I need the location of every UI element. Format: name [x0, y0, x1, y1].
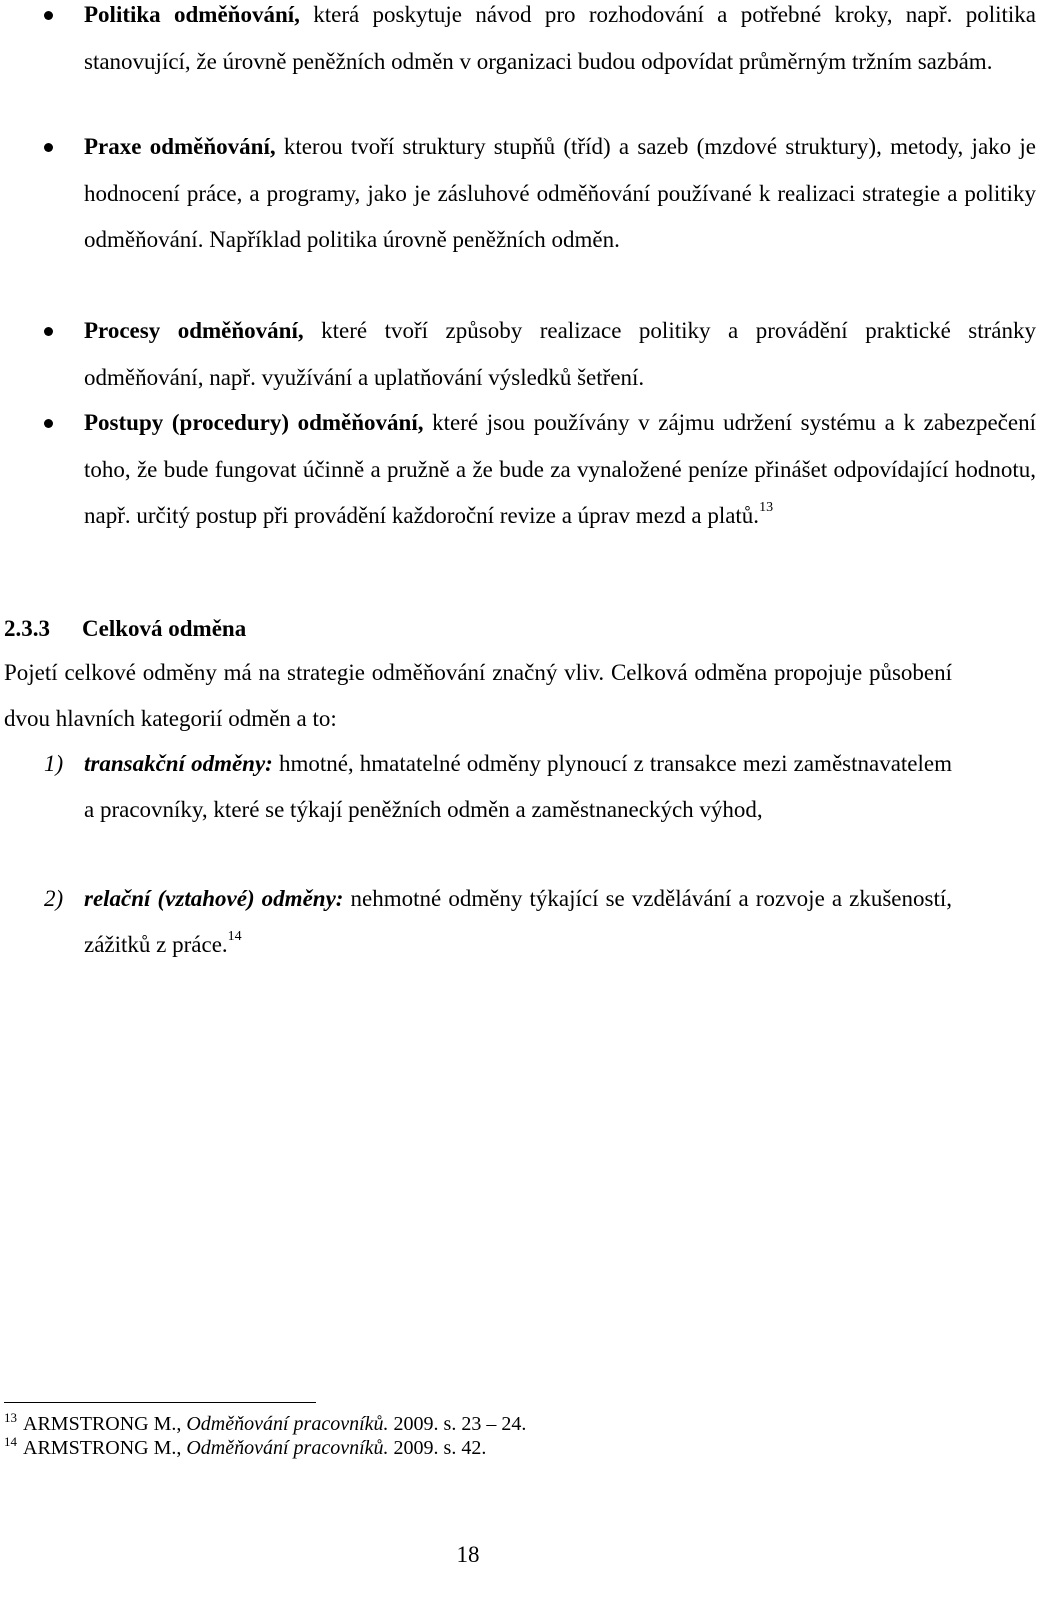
section-heading — [4, 606, 246, 652]
bullet-item-practice — [0, 124, 1044, 264]
footnote-divider — [4, 1402, 316, 1403]
bullet-dot-icon — [44, 143, 53, 152]
bullet-term: Postupy (procedury) odměňování, — [84, 410, 424, 435]
footnote-title: Odměňování pracovníků. — [186, 1437, 389, 1459]
list-marker: 2) — [44, 886, 64, 911]
footnote-number: 14 — [4, 1434, 17, 1449]
footnote-author: ARMSTRONG M., — [23, 1413, 187, 1435]
bullet-item-procedures — [0, 400, 1044, 540]
body-paragraph: Pojetí celkové odměny má na strategie odměňování značný vliv. Celková odměna propojuje působení dvou hlavních kategorií odměn a to: — [4, 660, 952, 731]
numbered-item-relational — [0, 876, 952, 968]
footnote-ref[interactable]: 13 — [759, 500, 774, 515]
section-title: Celková odměna — [82, 616, 247, 641]
bullet-dot-icon — [44, 11, 53, 20]
bullet-text: které jsou používány v zájmu udržení systému a k zabezpečení toho, že bude fungovat účinně a pružně a že bude za vynaložené peníze přinášet odpovídající hodnotu, např. určitý postup při provádění každoroční revize a úprav mezd a platů. — [84, 410, 1036, 528]
footnote — [4, 1436, 486, 1460]
bullet-item-processes — [0, 308, 1044, 401]
numbered-term: transakční odměny: — [84, 751, 273, 776]
bullet-text: která poskytuje návod pro rozhodování a potřebné kroky, např. politika stanovující, že úrovně peněžních odměn v organizaci budou odpovídat průměrným tržním sazbám. — [84, 2, 1037, 74]
list-marker: 1) — [44, 751, 64, 776]
numbered-text: hmotné, hmatatelné odměny plynoucí z transakce mezi zaměstnavatelem a pracovníky, které se týkají peněžních odměn a zaměstnaneckých výhod, — [84, 751, 952, 822]
numbered-item-transactional — [0, 741, 952, 833]
numbered-text: nehmotné odměny týkající se vzdělávání a rozvoje a zkušeností, zážitků z práce. — [84, 886, 952, 957]
bullet-text: které tvoří způsoby realizace politiky a provádění praktické stránky odměňování, např. využívání a uplatňování výsledků šetření. — [84, 318, 1037, 390]
footnote — [4, 1412, 526, 1436]
page-number: 18 — [456, 1542, 480, 1567]
numbered-term: relační (vztahové) odměny: — [84, 886, 344, 911]
bullet-term: Procesy odměňování, — [84, 318, 304, 343]
footnote-rest: 2009. s. 42. — [388, 1437, 487, 1459]
footnote-author: ARMSTRONG M., — [23, 1437, 187, 1459]
footnote-title: Odměňování pracovníků. — [186, 1413, 389, 1435]
bullet-term: Praxe odměňování, — [84, 134, 276, 159]
footnote-ref[interactable]: 14 — [227, 929, 242, 944]
bullet-item-policy — [0, 0, 1044, 85]
bullet-term: Politika odměňování, — [84, 2, 300, 27]
bullet-dot-icon — [44, 327, 53, 336]
section-number: 2.3.3 — [4, 616, 50, 641]
bullet-dot-icon — [44, 419, 53, 428]
footnote-number: 13 — [4, 1410, 17, 1425]
footnote-rest: 2009. s. 23 – 24. — [388, 1413, 527, 1435]
bullet-text: kterou tvoří struktury stupňů (tříd) a sazeb (mzdové struktury), metody, jako je hodnocení práce, a programy, jako je zásluhové odměňování používané k realizaci strategie a politiky odměňování. Například politika úrovně peněžních odměn. — [84, 134, 1036, 252]
